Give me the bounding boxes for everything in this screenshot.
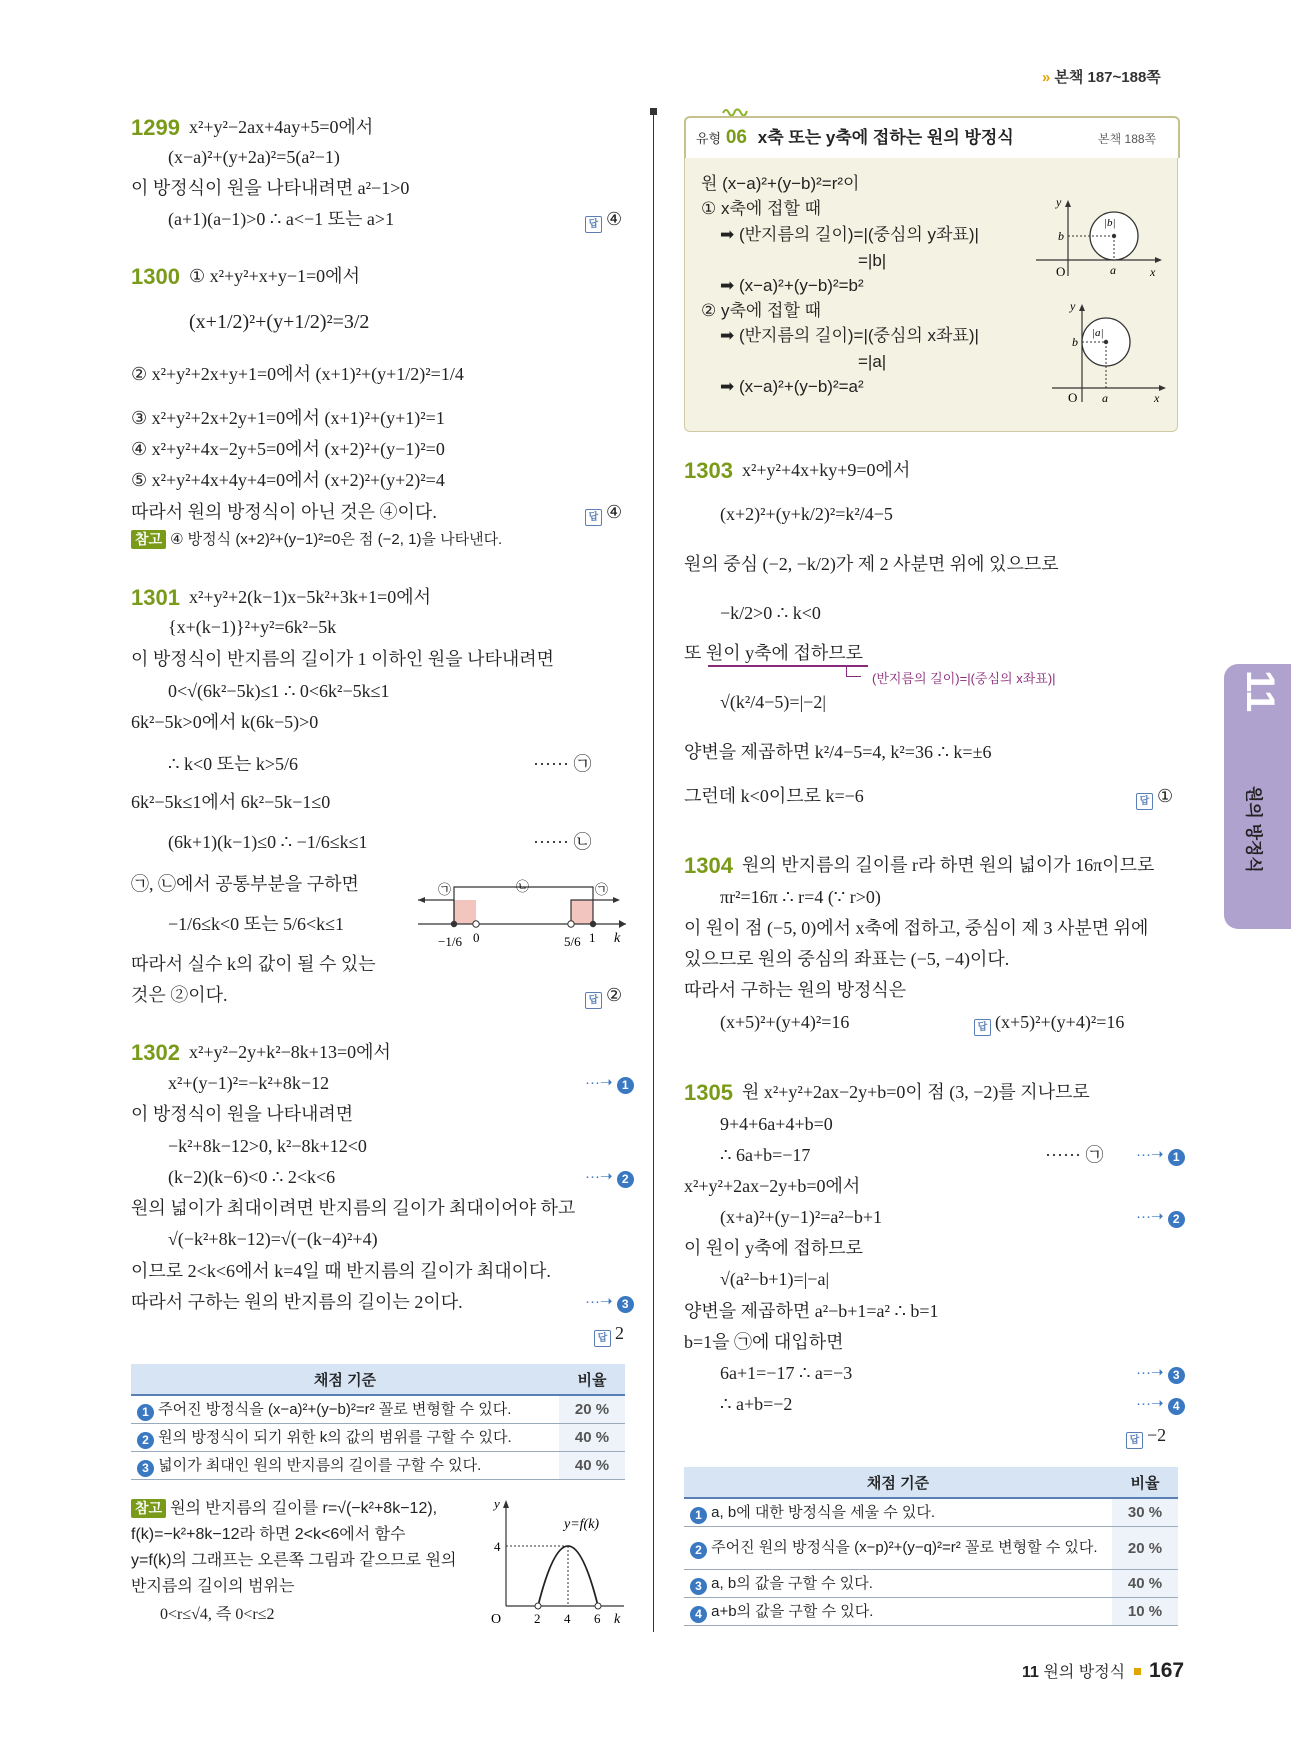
solution-line: √(a²−b+1)=|−a|	[720, 1269, 830, 1289]
tick-label: a	[1102, 391, 1108, 404]
solution-line: 또 원이 y축에 접하므로	[684, 643, 863, 663]
arrow-icon	[1065, 200, 1071, 207]
step-marker: ···➝ 1	[1136, 1145, 1185, 1166]
point	[568, 921, 574, 927]
tick-label: 5/6	[564, 934, 581, 949]
solution-line: ② x²+y²+2x+y+1=0에서 (x+1)²+(y+1/2)²=1/4	[131, 364, 464, 384]
solution-line: 원의 넓이가 최대이려면 반지름의 길이가 최대이어야 하고	[131, 1198, 576, 1218]
marker: ······ ㉠	[533, 754, 592, 774]
solution-line: 이 방정식이 반지름의 길이가 1 이하인 원을 나타내려면	[131, 649, 555, 669]
radius-label: |a|	[1092, 327, 1104, 339]
arrow-icon	[613, 897, 620, 903]
label: ㉠	[595, 882, 609, 897]
note-line: f(k)=−k²+8k−12라 하면 2<k<6에서 함수	[131, 1526, 406, 1543]
arrow-icon	[1155, 257, 1162, 263]
answer-mark: 답 ④	[585, 207, 622, 233]
solution-line: ㉠, ㉡에서 공통부분을 구하면	[131, 874, 359, 894]
number-line-diagram	[414, 872, 630, 964]
scoring-table	[684, 1467, 1178, 1626]
arrow-icon	[418, 897, 425, 903]
tick-label: b	[1058, 229, 1064, 243]
note-line: 반지름의 길이의 범위는	[131, 1578, 295, 1595]
solution-line: ③ x²+y²+2x+2y+1=0에서 (x+1)²+(y+1)²=1	[131, 408, 445, 428]
solution-line: 이 방정식이 원을 나타내려면	[131, 1104, 354, 1124]
solution-line: 원의 반지름의 길이를 r라 하면 원의 넓이가 16π이므로	[742, 855, 1155, 875]
problem-number: 1299	[131, 115, 180, 140]
solution-line: √(k²/4−5)=|−2|	[720, 692, 826, 712]
chapter-tab	[1224, 664, 1291, 929]
type-heading: x축 또는 y축에 접하는 원의 방정식	[757, 128, 1014, 147]
note-line: 0<r≤√4, 즉 0<r≤2	[160, 1606, 275, 1623]
type-number: 06	[725, 127, 747, 148]
solution-line: 양변을 제곱하면 a²−b+1=a² ∴ b=1	[684, 1301, 939, 1321]
note: 참고 원의 반지름의 길이를 r=√(−k²+8k−12),	[131, 1497, 437, 1521]
note: 참고 ④ 방정식 (x+2)²+(y−1)²=0은 점 (−2, 1)을 나타낸다.	[131, 528, 502, 552]
point	[595, 1603, 601, 1609]
answer-mark: 답 −2	[1126, 1423, 1166, 1449]
divider-dot	[650, 108, 657, 115]
answer-mark: 답 2	[594, 1321, 624, 1347]
type-tag: 유형	[696, 131, 722, 146]
curve-label: y=f(k)	[564, 1517, 600, 1532]
solution-line: 6k²−5k>0에서 k(6k−5)>0	[131, 712, 319, 732]
answer-icon: 답	[1136, 793, 1153, 810]
solution-line: x²+y²−2y+k²−8k+13=0에서	[189, 1042, 391, 1062]
box-line: ① x축에 접할 때	[701, 199, 822, 218]
table-row: 3 넓이가 최대인 원의 반지름의 길이를 구할 수 있다. 40 %	[131, 1452, 625, 1480]
box-line: =|b|	[858, 251, 887, 270]
answer-icon: 답	[585, 992, 602, 1009]
tick-label: 4	[564, 1611, 571, 1626]
tick-label: 4	[494, 1539, 501, 1554]
solution-line: 6a+1=−17 ∴ a=−3	[720, 1363, 853, 1383]
solution-line: (a+1)(a−1)>0 ∴ a<−1 또는 a>1	[168, 209, 395, 229]
axis-label: k	[614, 931, 621, 946]
solution-line: 따라서 원의 방정식이 아닌 것은 ④이다.	[131, 502, 437, 522]
solution-line: −k/2>0 ∴ k<0	[720, 603, 821, 623]
note-line: y=f(k)의 그래프는 오른쪽 그림과 같으므로 원의	[131, 1552, 457, 1569]
solution-line: ① x²+y²+x+y−1=0에서	[189, 266, 360, 286]
table-header: 채점 기준	[131, 1364, 559, 1395]
footer-chapter: 11	[1022, 1664, 1039, 1681]
solution-line: 그런데 k<0이므로 k=−6	[684, 786, 864, 806]
point	[590, 921, 596, 927]
table-header: 비율	[559, 1364, 625, 1395]
problem-number: 1302	[131, 1040, 180, 1065]
arrow-icon	[503, 1500, 509, 1508]
note-tag: 참고	[131, 530, 166, 549]
solution-line: 있으므로 원의 중심의 좌표는 (−5, −4)이다.	[684, 949, 1010, 969]
arrow-icon	[1159, 385, 1166, 391]
solution-line: √(−k²+8k−12)=√(−(k−4)²+4)	[168, 1229, 378, 1249]
label: ㉡	[516, 879, 530, 894]
box-line: ➡ (x−a)²+(y−b)²=a²	[720, 377, 864, 396]
footer-title: 원의 방정식	[1043, 1664, 1126, 1681]
tick-label: 0	[473, 930, 480, 945]
double-chevron-icon: »	[1042, 69, 1051, 86]
solution-line: (x+5)²+(y+4)²=16	[720, 1012, 850, 1032]
arrow-icon	[619, 920, 626, 928]
box-line: 원 (x−a)²+(y−b)²=r²이	[701, 174, 860, 193]
solution-line: 6k²−5k≤1에서 6k²−5k−1≤0	[131, 792, 331, 812]
solution-line: 9+4+6a+4+b=0	[720, 1114, 833, 1134]
annotation: (반지름의 길이)=|(중심의 x좌표)|	[872, 671, 1056, 686]
table-header: 비율	[1112, 1467, 1178, 1498]
label: ㉠	[438, 882, 452, 897]
tick-label: −1/6	[438, 934, 462, 949]
solution-line: 따라서 구하는 원의 반지름의 길이는 2이다.	[131, 1292, 463, 1312]
arrow-icon	[1079, 304, 1085, 311]
answer-icon: 답	[974, 1019, 991, 1036]
answer-icon: 답	[585, 509, 602, 526]
tick-label: 1	[589, 930, 596, 945]
solution-line: x²+y²−2ax+4ay+5=0에서	[189, 117, 374, 137]
circle-tangent-x-diagram	[1032, 198, 1164, 280]
solution-line: ∴ k<0 또는 k>5/6	[168, 754, 299, 774]
type-title	[696, 127, 1014, 150]
axis-label: x	[1150, 265, 1156, 279]
tick-label: b	[1072, 335, 1078, 349]
solution-line: πr²=16π ∴ r=4 (∵ r>0)	[720, 887, 881, 907]
table-row: 2 주어진 원의 방정식을 (x−p)²+(y−q)²=r² 꼴로 변형할 수 있다. 20 %	[684, 1527, 1178, 1570]
problem-number: 1300	[131, 264, 180, 289]
range-region	[571, 900, 593, 924]
solution-line: ∴ 6a+b=−17	[720, 1145, 811, 1165]
solution-line: 0<√(6k²−5k)≤1 ∴ 0<6k²−5k≤1	[168, 681, 390, 701]
page-reference: » 본책 187~188쪽	[1042, 69, 1161, 86]
box-line: ② y축에 접할 때	[701, 301, 822, 320]
box-line: =|a|	[858, 352, 887, 371]
axis-label: x	[1154, 391, 1160, 404]
note-tag: 참고	[131, 1499, 166, 1518]
solution-line: 따라서 실수 k의 값이 될 수 있는	[131, 954, 376, 974]
step-marker: ···➝ 3	[585, 1292, 634, 1313]
axis-label: y	[1070, 300, 1076, 313]
solution-line: 것은 ②이다.	[131, 985, 228, 1005]
problem-number: 1304	[684, 853, 733, 878]
answer-mark: 답 ②	[585, 983, 622, 1009]
solution-line: (x+1/2)²+(y+1/2)²=3/2	[189, 311, 370, 333]
solution-line: x²+y²+2ax−2y+b=0에서	[684, 1176, 861, 1196]
step-marker: ···➝ 1	[585, 1073, 634, 1094]
underline	[708, 665, 868, 667]
solution-line: (k−2)(k−6)<0 ∴ 2<k<6	[168, 1167, 336, 1187]
solution-line: ∴ a+b=−2	[720, 1394, 793, 1414]
axis-label: y	[494, 1496, 500, 1511]
radius-label: |b|	[1104, 217, 1116, 229]
parabola-graph	[486, 1496, 630, 1628]
solution-line: x²+(y−1)²=−k²+8k−12	[168, 1073, 330, 1093]
table-row: 1 주어진 방정식을 (x−a)²+(y−b)²=r² 꼴로 변형할 수 있다. 20 %	[131, 1395, 625, 1424]
solution-line: b=1을 ㉠에 대입하면	[684, 1332, 844, 1352]
range-region	[454, 900, 476, 924]
solution-line: 양변을 제곱하면 k²/4−5=4, k²=36 ∴ k=±6	[684, 742, 992, 762]
type-ref: 본책 188쪽	[1098, 132, 1157, 146]
axis-label: k	[614, 1612, 621, 1627]
solution-line: 이므로 2<k<6에서 k=4일 때 반지름의 길이가 최대이다.	[131, 1261, 551, 1281]
solution-line: x²+y²+2(k−1)x−5k²+3k+1=0에서	[189, 587, 432, 607]
origin-label: O	[491, 1612, 502, 1627]
step-marker: ···➝ 4	[1136, 1394, 1185, 1415]
solution-line: −1/6≤k<0 또는 5/6<k≤1	[168, 914, 344, 934]
point	[473, 921, 479, 927]
table-row: 1 a, b에 대한 방정식을 세울 수 있다. 30 %	[684, 1498, 1178, 1527]
problem-number: 1303	[684, 458, 733, 483]
origin-label: O	[1056, 264, 1066, 279]
answer-icon: 답	[585, 216, 602, 233]
solution-line: 따라서 구하는 원의 방정식은	[684, 980, 907, 1000]
callout-bracket	[846, 666, 861, 677]
footer-square-icon	[1134, 1668, 1141, 1675]
table-header: 채점 기준	[684, 1467, 1112, 1498]
page-footer	[1022, 1659, 1184, 1683]
range-line	[418, 900, 454, 924]
marker: ······ ㉡	[533, 832, 592, 852]
box-line: ➡ (반지름의 길이)=|(중심의 y좌표)|	[720, 225, 979, 244]
column-divider	[653, 110, 654, 1632]
marker: ······ ㉠	[1045, 1145, 1104, 1165]
solution-line: 원의 중심 (−2, −k/2)가 제 2 사분면 위에 있으므로	[684, 554, 1059, 574]
answer-mark: 답 ①	[1136, 784, 1173, 810]
wave-icon	[722, 106, 748, 116]
box-line: ➡ (x−a)²+(y−b)²=b²	[720, 276, 864, 295]
chapter-tab-title: 원의 방정식	[1244, 786, 1263, 873]
scoring-table	[131, 1364, 625, 1480]
axis-label: y	[1056, 198, 1062, 209]
step-marker: ···➝ 2	[585, 1167, 634, 1188]
box-line: ➡ (반지름의 길이)=|(중심의 x좌표)|	[720, 326, 979, 345]
table-row: 2 원의 방정식이 되기 위한 k의 값의 범위를 구할 수 있다. 40 %	[131, 1424, 625, 1452]
table-row: 4 a+b의 값을 구할 수 있다. 10 %	[684, 1598, 1178, 1626]
solution-line: ⑤ x²+y²+4x+4y+4=0에서 (x+2)²+(y+2)²=4	[131, 470, 445, 490]
tick-label: a	[1110, 263, 1116, 277]
answer-mark: 답 ④	[585, 500, 622, 526]
problem-number: 1305	[684, 1080, 733, 1105]
chapter-tab-number: 11	[1238, 670, 1282, 713]
answer-icon: 답	[1126, 1432, 1143, 1449]
solution-line: 이 원이 점 (−5, 0)에서 x축에 접하고, 중심이 제 3 사분면 위에	[684, 918, 1149, 938]
page-number: 167	[1149, 1659, 1185, 1682]
problem-number: 1301	[131, 585, 180, 610]
answer-icon: 답	[594, 1330, 611, 1347]
solution-line: (x+a)²+(y−1)²=a²−b+1	[720, 1207, 883, 1227]
solution-line: (x−a)²+(y+2a)²=5(a²−1)	[168, 147, 340, 167]
point	[535, 1603, 541, 1609]
solution-line: ④ x²+y²+4x−2y+5=0에서 (x+2)²+(y−1)²=0	[131, 439, 445, 459]
solution-line: (6k+1)(k−1)≤0 ∴ −1/6≤k≤1	[168, 832, 368, 852]
answer-mark: 답 (x+5)²+(y+4)²=16	[974, 1010, 1124, 1036]
solution-line: 원 x²+y²+2ax−2y+b=0이 점 (3, −2)를 지나므로	[742, 1082, 1090, 1102]
tick-label: 2	[534, 1611, 541, 1626]
step-marker: ···➝ 3	[1136, 1363, 1185, 1384]
solution-line: 이 방정식이 원을 나타내려면 a²−1>0	[131, 178, 410, 198]
step-marker: ···➝ 2	[1136, 1207, 1185, 1228]
table-row: 3 a, b의 값을 구할 수 있다. 40 %	[684, 1570, 1178, 1598]
circle-tangent-y-diagram	[1050, 300, 1168, 404]
center-point	[1112, 234, 1116, 238]
origin-label: O	[1068, 390, 1078, 404]
solution-line: x²+y²+4x+ky+9=0에서	[742, 460, 911, 480]
tick-label: 6	[594, 1611, 601, 1626]
center-point	[1104, 340, 1108, 344]
solution-line: {x+(k−1)}²+y²=6k²−5k	[168, 617, 337, 637]
solution-line: 이 원이 y축에 접하므로	[684, 1238, 863, 1258]
solution-line: (x+2)²+(y+k/2)²=k²/4−5	[720, 504, 893, 524]
solution-line: −k²+8k−12>0, k²−8k+12<0	[168, 1136, 367, 1156]
point	[451, 921, 457, 927]
